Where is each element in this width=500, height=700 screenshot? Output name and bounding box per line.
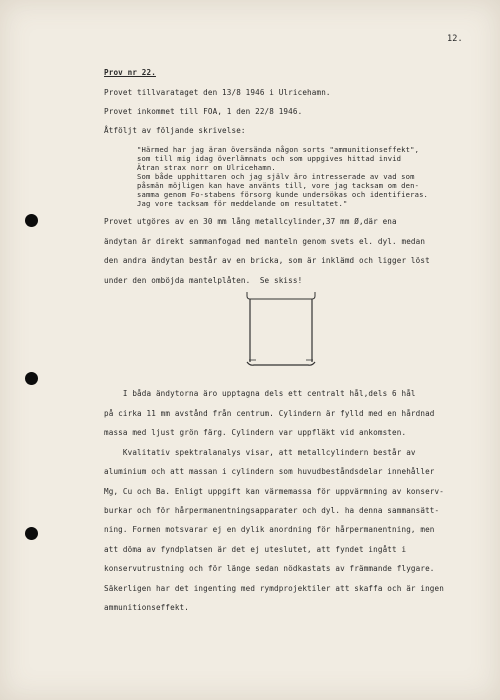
body-line: Kvalitativ spektralanalys visar, att metallcylindern består av (104, 448, 416, 457)
body-line: den andra ändytan består av en bricka, som är inklämd och ligger löst (104, 256, 430, 265)
body-line: ammunitionseffekt. (104, 603, 189, 612)
body-line: på cirka 11 mm avstånd från centrum. Cylindern är fylld med en hårdnad (104, 409, 435, 418)
quote-line: "Härmed har jag äran översända någon sorts "ammunitionseffekt", (137, 145, 420, 154)
punch-hole (25, 527, 38, 540)
quote-line: som till mig idag överlämnats och som uppgives hittad invid (137, 154, 402, 163)
quote-line: Jag vore tacksam för meddelande om resultatet." (137, 199, 348, 208)
quote-line: påsmän möjligen kan have använts till, vore jag tacksam om den- (137, 181, 420, 190)
body-line: massa med ljust grön färg. Cylindern var uppfläkt vid ankomsten. (104, 428, 407, 437)
quote-line: Ätran strax norr om Ulricehamn. (137, 163, 276, 172)
body-line: Mg, Cu och Ba. Enligt uppgift kan värmemassa för uppvärmning av konserv- (104, 487, 444, 496)
body-line: I båda ändytorna äro upptagna dels ett centralt hål,dels 6 hål (104, 389, 416, 398)
quote-line: Som både upphittaren och jag själv äro intresserade av vad som (137, 172, 415, 181)
quote-line: samma genom Fo-stabens försorg kunde undersökas och identifieras. (137, 190, 429, 199)
page-number: 12. (447, 34, 463, 44)
body-line: Provet utgöres av en 30 mm lång metallcylinder,37 mm Ø,där ena (104, 217, 397, 226)
body-line: ändytan är direkt sammanfogad med manteln genom svets el. dyl. medan (104, 237, 426, 246)
sample-heading: Prov nr 22. (104, 68, 156, 77)
body-line: ning. Formen motsvarar ej en dylik anordning för hårpermanentning, men (104, 525, 435, 534)
body-line: Säkerligen har det ingenting med rymdprojektiler att skaffa och är ingen (104, 584, 444, 593)
intro-line: Åtföljt av följande skrivelse: (104, 126, 246, 135)
body-line: aluminium och att massan i cylindern som huvudbeståndsdelar innehåller (104, 467, 435, 476)
punch-hole (25, 214, 38, 227)
body-line: konservutrustning och för länge sedan nödkastats av främmande flygare. (104, 564, 435, 573)
body-line: under den omböjda mantelplåten. Se skiss! (104, 276, 303, 285)
intro-line: Provet tillvarataget den 13/8 1946 i Ulricehamn. (104, 88, 331, 97)
intro-line: Provet inkommet till FOA, 1 den 22/8 1946. (104, 107, 303, 116)
cylinder-sketch (244, 290, 318, 370)
body-line: burkar och för hårpermanentningsapparater och dyl. ha denna sammansätt- (104, 506, 440, 515)
punch-hole (25, 372, 38, 385)
body-line: att döma av fyndplatsen är det ej uteslutet, att fyndet ingått i (104, 545, 407, 554)
